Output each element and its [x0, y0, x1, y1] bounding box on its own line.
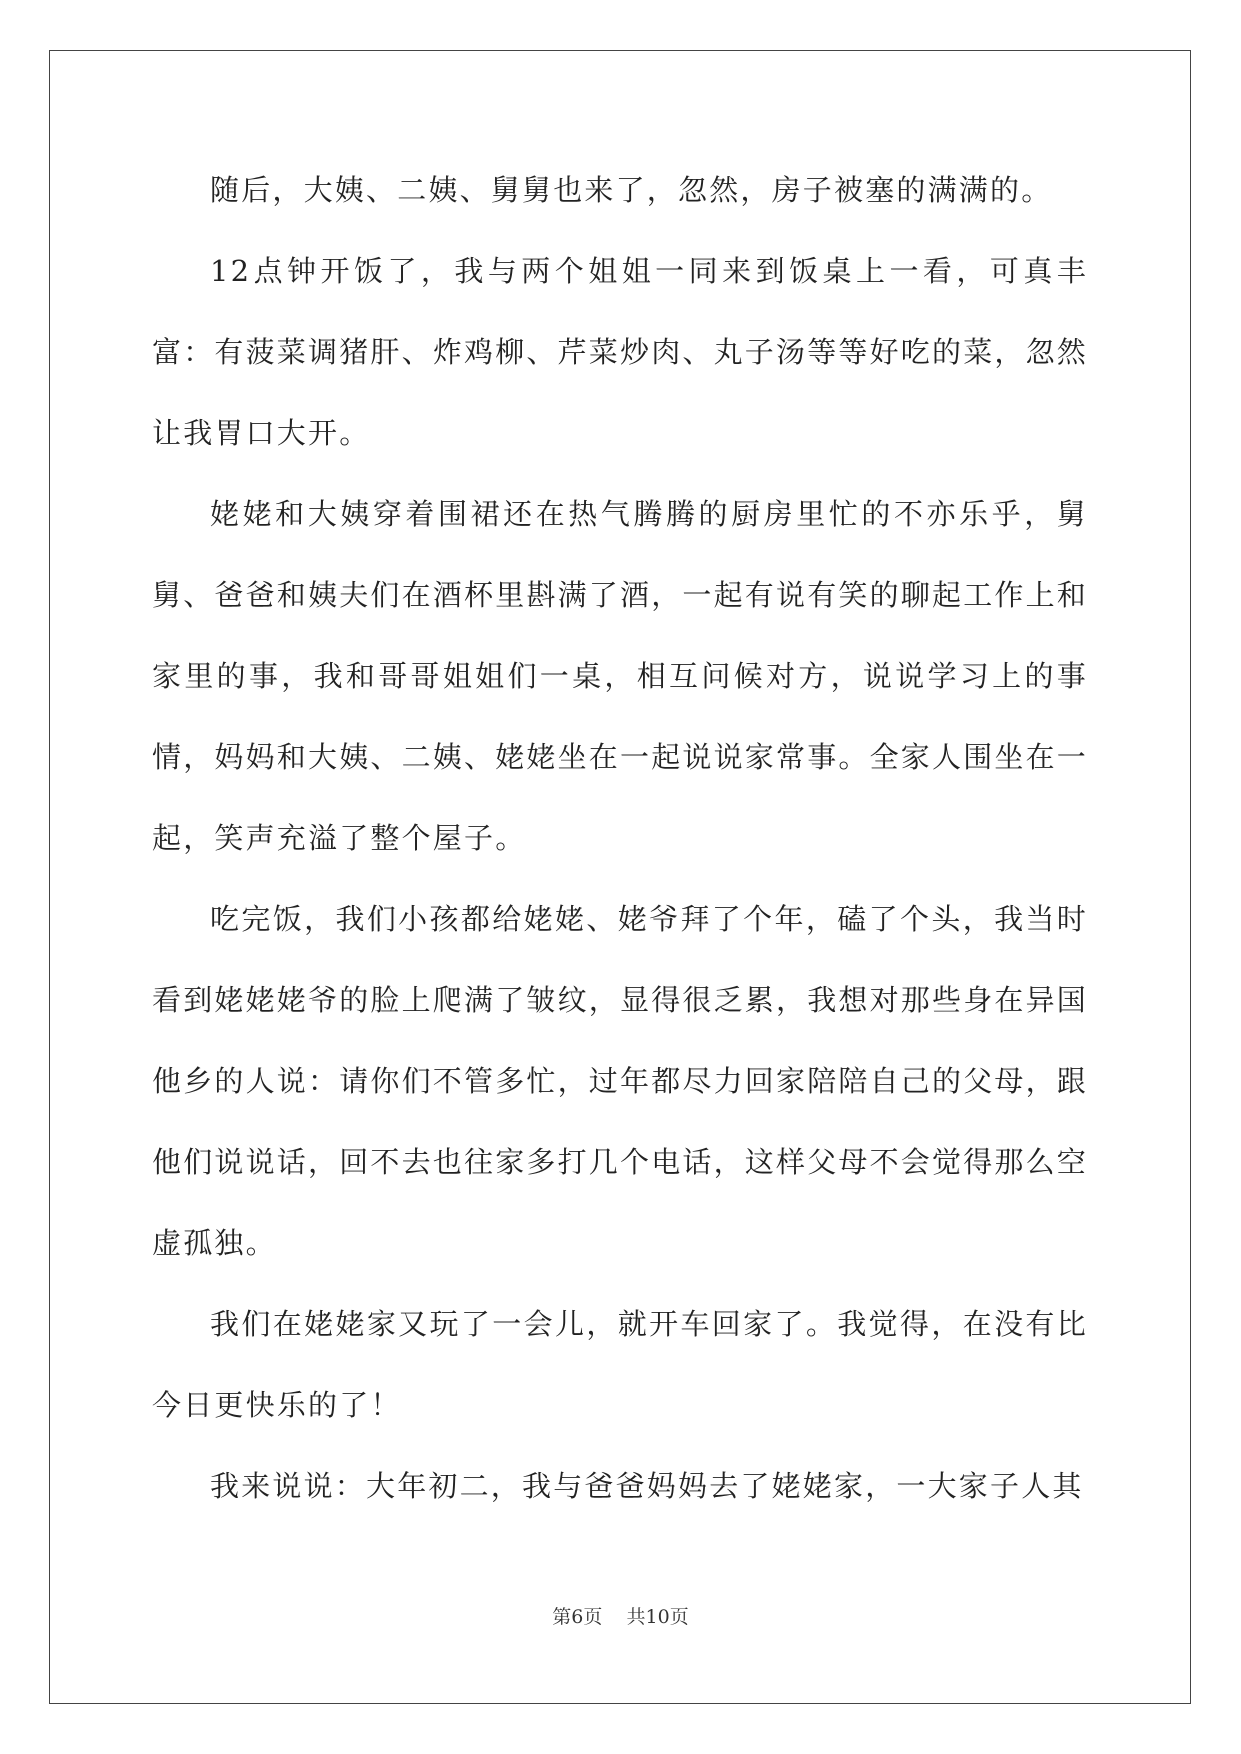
document-body — [152, 150, 1088, 1527]
page-number: 第6页 — [552, 1606, 603, 1628]
paragraph-3: 姥姥和大姨穿着围裙还在热气腾腾的厨房里忙的不亦乐乎，舅舅、爸爸和姨夫们在酒杯里斟满了酒，一起有说有笑的聊起工作上和家里的事，我和哥哥姐姐们一桌，相互问候对方，说说学习上的事情，妈妈和大姨、二姨、姥姥坐在一起说说家常事。全家人围坐在一起，笑声充溢了整个屋子。 — [152, 497, 1089, 855]
paragraph-6: 我来说说：大年初二，我与爸爸妈妈去了姥姥家，一大家子人其 — [210, 1469, 1084, 1503]
paragraph-4: 吃完饭，我们小孩都给姥姥、姥爷拜了个年，磕了个头，我当时看到姥姥姥爷的脸上爬满了皱纹，显得很乏累，我想对那些身在异国他乡的人说：请你们不管多忙，过年都尽力回家陪陪自己的父母，跟他们说说话，回不去也往家多打几个电话，这样父母不会觉得那么空虚孤独。 — [152, 902, 1089, 1260]
page-total: 共10页 — [626, 1606, 689, 1628]
paragraph-5: 我们在姥姥家又玩了一会儿，就开车回家了。我觉得，在没有比今日更快乐的了！ — [152, 1307, 1088, 1422]
page-footer — [0, 1602, 1241, 1629]
paragraph-2: 12点钟开饭了，我与两个姐姐一同来到饭桌上一看，可真丰富：有菠菜调猪肝、炸鸡柳、芹菜炒肉、丸子汤等等好吃的菜，忽然让我胃口大开。 — [152, 254, 1089, 450]
paragraph-1: 随后，大姨、二姨、舅舅也来了，忽然，房子被塞的满满的。 — [210, 173, 1053, 207]
